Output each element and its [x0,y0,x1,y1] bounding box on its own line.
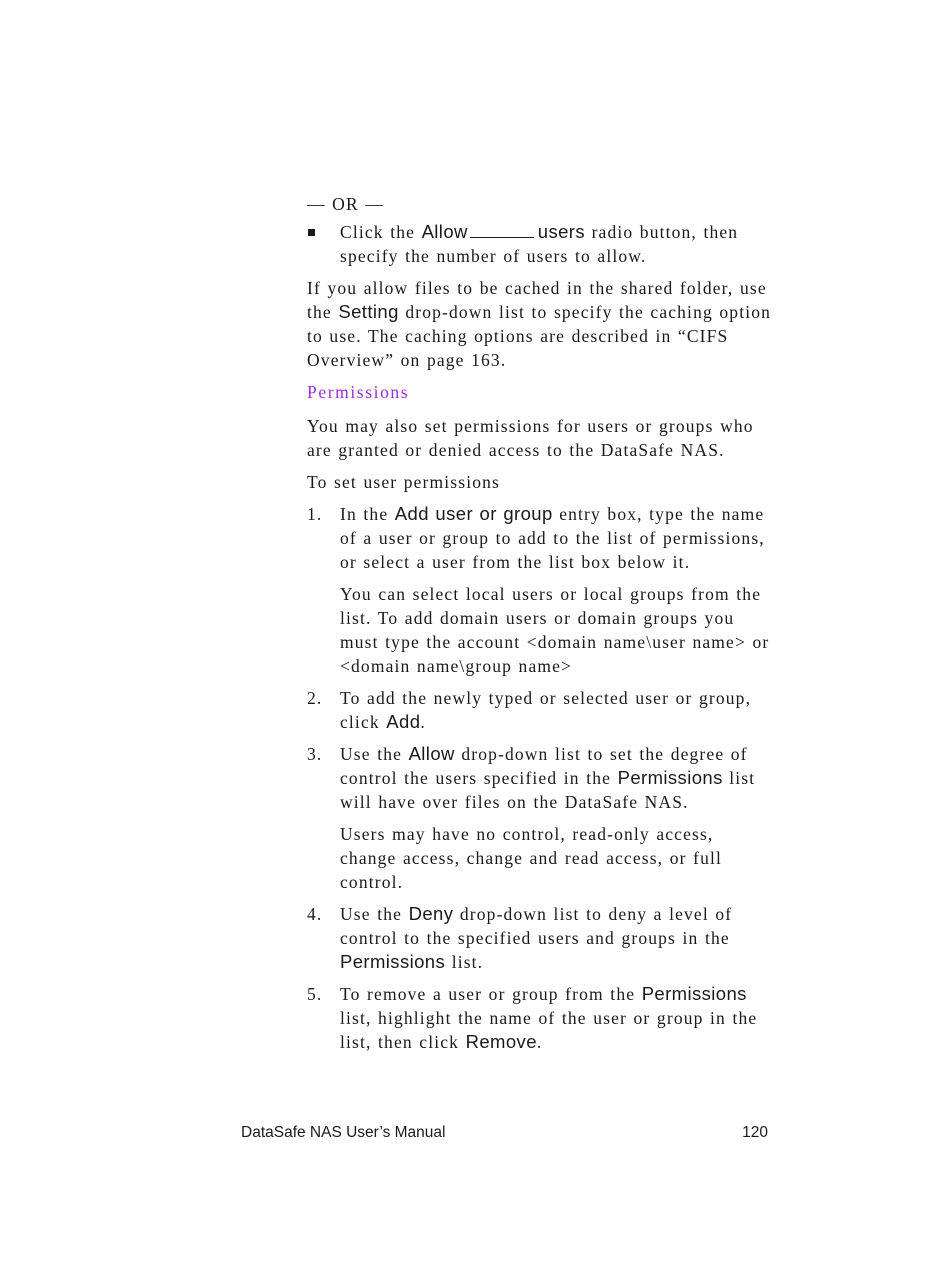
step-pre: To add the newly typed or selected user or group, click [340,688,752,732]
step-text [340,686,772,734]
step-pre: To remove a user or group from the [340,984,636,1004]
step-post: list. [451,952,484,972]
step-number: 5. [307,984,323,1004]
ui-permissions-term: Permissions [641,983,747,1004]
step-1-note: You can select local users or local groups from the list. To add domain users or domain groups you must type the account <domain name\user name> or <domain name\group name> [340,584,770,676]
manual-title: DataSafe NAS User’s Manual [241,1124,446,1141]
step-mid: drop-down list to set the degree of control the users specified in the [340,744,748,788]
caching-paragraph [307,276,772,372]
page-number: 120 [742,1124,768,1141]
blank-line [470,223,534,238]
step-mid: list, highlight the name of the user or group in the list, then click [340,1008,758,1052]
bullet-item [307,220,772,268]
ui-remove-term: Remove [465,1031,537,1052]
manual-page-body [307,192,772,1062]
bullet-post: radio button, then specify the number of users to allow. [340,222,739,266]
step-post: . [536,1032,543,1052]
procedure-title: To set user permissions [307,472,500,492]
step-5 [307,982,772,1054]
intro-paragraph: You may also set permissions for users or groups who are granted or denied access to the DataSafe NAS. [307,416,754,460]
step-3-note: Users may have no control, read-only access, change access, change and read access, or full control. [340,824,723,892]
step-mid: drop-down list to deny a level of control to the specified users and groups in the [340,904,733,948]
step-text [340,742,772,814]
ui-users-term: users [537,221,586,242]
ui-allow-term: Allow [421,221,468,242]
step-text [340,982,772,1054]
step-post: list will have over files on the DataSafe NAS. [340,768,756,812]
step-number: 4. [307,904,323,924]
caching-pre: If you allow files to be cached in the shared folder, use the [307,278,767,322]
step-pre: Use the [340,744,403,764]
step-post: . [420,712,426,732]
step-post: entry box, type the name of a user or group to add to the list of permissions, or select a user from the list box below it. [340,504,765,572]
step-number: 1. [307,504,323,524]
step-4 [307,902,772,974]
step-text [340,902,772,974]
ui-add-user-or-group-term: Add user or group [394,503,553,524]
step-3 [307,742,772,814]
ui-deny-term: Deny [408,903,454,924]
ui-permissions-term: Permissions [617,767,723,788]
caching-post: drop-down list to specify the caching option to use. The caching options are described in “CIFS Overview” on page 163. [307,302,772,370]
step-text [340,502,772,574]
or-separator: — OR — [307,194,384,214]
ui-permissions-term: Permissions [340,951,446,972]
bullet-text [340,220,772,268]
step-number: 2. [307,688,323,708]
section-heading: Permissions [307,382,410,402]
ui-allow-term: Allow [408,743,455,764]
step-1 [307,502,772,574]
step-number: 3. [307,744,323,764]
page-footer [241,1124,768,1142]
step-pre: Use the [340,904,403,924]
step-2 [307,686,772,734]
bullet-pre: Click the [340,222,416,242]
step-pre: In the [340,504,389,524]
ui-add-term: Add [386,711,421,732]
square-bullet-icon [307,220,340,268]
ui-setting-term: Setting [338,301,399,322]
